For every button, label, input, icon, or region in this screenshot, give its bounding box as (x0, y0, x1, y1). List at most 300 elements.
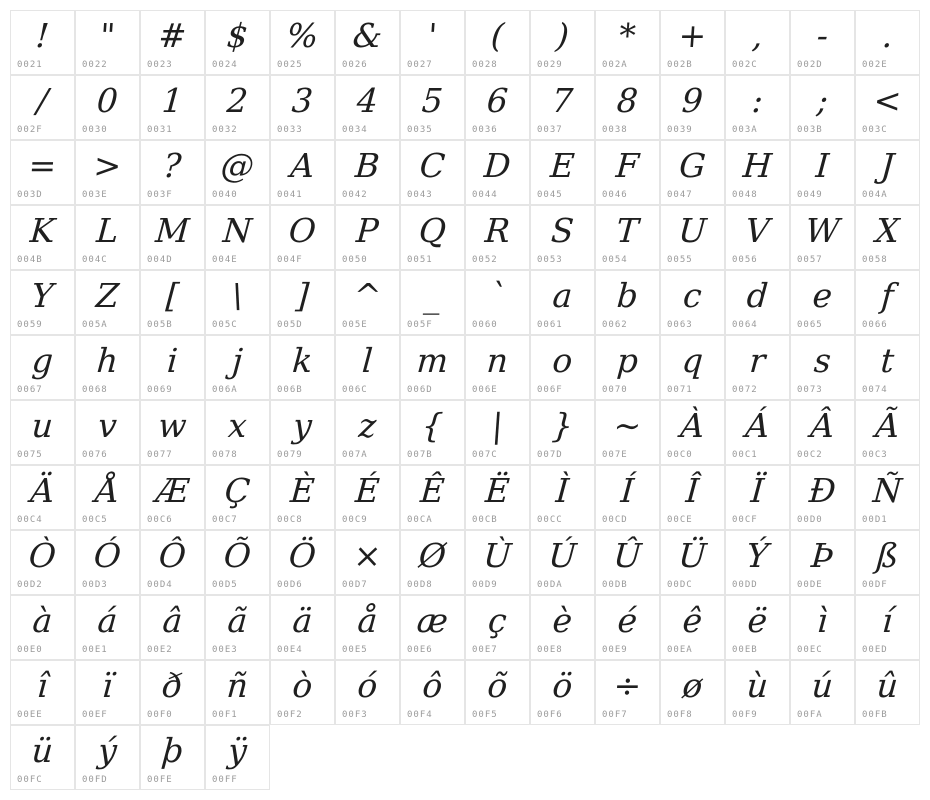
glyph-cell (595, 205, 660, 270)
codepoint-label: 0032 (212, 125, 238, 135)
glyph-cell (205, 335, 270, 400)
glyph: a (551, 275, 574, 315)
glyph: Ú (547, 535, 578, 575)
codepoint-label: 006D (407, 385, 433, 395)
codepoint-label: 00C0 (667, 450, 693, 460)
codepoint-label: 004C (82, 255, 108, 265)
codepoint-label: 005C (212, 320, 238, 330)
glyph: e (811, 275, 834, 315)
glyph-cell (10, 140, 75, 205)
glyph-cell (270, 10, 335, 75)
glyph: ì (815, 600, 830, 640)
glyph: 2 (225, 80, 250, 120)
glyph-cell (335, 10, 400, 75)
codepoint-label: 0025 (277, 60, 303, 70)
glyph-cell (10, 725, 75, 790)
codepoint-label: 0057 (797, 255, 823, 265)
glyph: , (750, 15, 765, 55)
glyph: Y (30, 275, 55, 315)
glyph-cell (530, 530, 595, 595)
glyph-cell (335, 75, 400, 140)
codepoint-label: 0054 (602, 255, 628, 265)
glyph-cell (855, 400, 920, 465)
glyph-cell (725, 595, 790, 660)
codepoint-label: 0077 (147, 450, 173, 460)
codepoint-label: 007B (407, 450, 433, 460)
glyph: s (812, 340, 833, 380)
codepoint-label: 00F3 (342, 710, 368, 720)
glyph-cell (660, 595, 725, 660)
codepoint-label: 0031 (147, 125, 173, 135)
glyph-cell (595, 595, 660, 660)
glyph: | (490, 405, 505, 445)
glyph-cell (465, 10, 530, 75)
glyph: T (615, 210, 640, 250)
glyph-cell (335, 335, 400, 400)
codepoint-label: 00DC (667, 580, 693, 590)
glyph: ß (875, 535, 900, 575)
glyph: C (418, 145, 447, 185)
glyph-cell (140, 465, 205, 530)
glyph: ? (162, 145, 183, 185)
glyph: ) (554, 15, 571, 55)
glyph: ü (30, 730, 55, 770)
glyph-cell (75, 10, 140, 75)
codepoint-label: 00E8 (537, 645, 563, 655)
codepoint-label: 003D (17, 190, 43, 200)
glyph-cell (205, 595, 270, 660)
codepoint-label: 0067 (17, 385, 43, 395)
glyph: ë (746, 600, 769, 640)
codepoint-label: 0059 (17, 320, 43, 330)
codepoint-label: 00E1 (82, 645, 108, 655)
glyph: M (154, 210, 191, 250)
glyph: Â (809, 405, 836, 445)
glyph: ý (96, 730, 119, 770)
glyph: R (483, 210, 512, 250)
glyph-cell (530, 660, 595, 725)
glyph: ò (291, 665, 314, 705)
glyph-cell (660, 10, 725, 75)
glyph: k (291, 340, 314, 380)
glyph-cell (465, 335, 530, 400)
codepoint-label: 0037 (537, 125, 563, 135)
codepoint-label: 00C6 (147, 515, 173, 525)
codepoint-label: 0058 (862, 255, 888, 265)
codepoint-label: 0024 (212, 60, 238, 70)
glyph: E (549, 145, 576, 185)
glyph-cell (75, 530, 140, 595)
codepoint-label: 0056 (732, 255, 758, 265)
codepoint-label: 00EA (667, 645, 693, 655)
glyph: î (35, 665, 50, 705)
codepoint-label: 006A (212, 385, 238, 395)
glyph-cell (75, 75, 140, 140)
codepoint-label: 0075 (17, 450, 43, 460)
codepoint-label: 0022 (82, 60, 108, 70)
glyph-cell (790, 270, 855, 335)
glyph-cell (595, 75, 660, 140)
glyph-cell (465, 530, 530, 595)
codepoint-label: 00E6 (407, 645, 433, 655)
glyph: Ö (287, 535, 318, 575)
codepoint-label: 002B (667, 60, 693, 70)
glyph-cell (790, 660, 855, 725)
glyph-cell (205, 10, 270, 75)
glyph-cell (790, 335, 855, 400)
glyph: ó (356, 665, 379, 705)
codepoint-label: 0076 (82, 450, 108, 460)
codepoint-label: 00D9 (472, 580, 498, 590)
glyph: 8 (615, 80, 640, 120)
glyph: ä (291, 600, 314, 640)
glyph-cell (790, 530, 855, 595)
glyph-cell (10, 530, 75, 595)
glyph: Z (94, 275, 121, 315)
glyph-cell (595, 660, 660, 725)
glyph: p (615, 340, 640, 380)
glyph-cell (530, 10, 595, 75)
codepoint-label: 0043 (407, 190, 433, 200)
codepoint-label: 00CC (537, 515, 563, 525)
glyph-cell (855, 530, 920, 595)
glyph: í (880, 600, 895, 640)
glyph-cell (595, 10, 660, 75)
glyph-cell (400, 465, 465, 530)
glyph-cell (595, 465, 660, 530)
glyph-cell (10, 595, 75, 660)
glyph: G (677, 145, 708, 185)
glyph-cell (790, 465, 855, 530)
codepoint-label: 0066 (862, 320, 888, 330)
codepoint-label: 00E3 (212, 645, 238, 655)
codepoint-label: 00CF (732, 515, 758, 525)
glyph-cell (335, 400, 400, 465)
glyph-cell (205, 530, 270, 595)
codepoint-label: 0064 (732, 320, 758, 330)
codepoint-label: 00C5 (82, 515, 108, 525)
glyph-cell (75, 335, 140, 400)
glyph-cell (270, 205, 335, 270)
glyph-cell (595, 530, 660, 595)
codepoint-label: 0062 (602, 320, 628, 330)
glyph: b (615, 275, 640, 315)
codepoint-label: 007D (537, 450, 563, 460)
codepoint-label: 00E2 (147, 645, 173, 655)
glyph-cell (855, 595, 920, 660)
codepoint-label: 0072 (732, 385, 758, 395)
glyph-cell (790, 140, 855, 205)
glyph-cell (75, 270, 140, 335)
glyph-cell (75, 660, 140, 725)
glyph-cell (400, 595, 465, 660)
glyph: Ð (807, 470, 838, 510)
codepoint-label: 00C8 (277, 515, 303, 525)
glyph: Á (744, 405, 771, 445)
glyph-cell (855, 10, 920, 75)
codepoint-label: 00E5 (342, 645, 368, 655)
glyph-cell (465, 205, 530, 270)
glyph-cell (335, 140, 400, 205)
glyph: v (96, 405, 119, 445)
glyph-cell (140, 205, 205, 270)
glyph: Ò (27, 535, 58, 575)
glyph: n (485, 340, 510, 380)
glyph-cell (790, 595, 855, 660)
glyph-cell (140, 10, 205, 75)
glyph-cell (205, 400, 270, 465)
codepoint-label: 00C9 (342, 515, 368, 525)
glyph-cell (335, 205, 400, 270)
glyph-cell (530, 205, 595, 270)
glyph: ' (426, 15, 439, 55)
codepoint-label: 00C4 (17, 515, 43, 525)
glyph: 7 (550, 80, 575, 120)
glyph-cell (140, 270, 205, 335)
glyph: ÿ (226, 730, 249, 770)
codepoint-label: 0030 (82, 125, 108, 135)
glyph-cell (140, 400, 205, 465)
codepoint-label: 005E (342, 320, 368, 330)
glyph: " (98, 15, 117, 55)
codepoint-label: 00D4 (147, 580, 173, 590)
glyph-cell (205, 205, 270, 270)
glyph-cell (790, 400, 855, 465)
glyph: u (30, 405, 55, 445)
glyph: U (677, 210, 708, 250)
codepoint-label: 002F (17, 125, 43, 135)
glyph: Ñ (871, 470, 904, 510)
glyph-cell (205, 270, 270, 335)
glyph: Û (612, 535, 643, 575)
glyph-cell (270, 660, 335, 725)
glyph-cell (725, 465, 790, 530)
glyph-cell (660, 75, 725, 140)
glyph: { (420, 405, 445, 445)
glyph-cell (465, 75, 530, 140)
glyph: ú (810, 665, 835, 705)
glyph: F (614, 145, 641, 185)
codepoint-label: 00F4 (407, 710, 433, 720)
glyph: ï (100, 665, 115, 705)
codepoint-label: 0047 (667, 190, 693, 200)
codepoint-label: 0040 (212, 190, 238, 200)
glyph: Ý (745, 535, 770, 575)
glyph: d (745, 275, 770, 315)
codepoint-label: 00FA (797, 710, 823, 720)
glyph: Ä (29, 470, 56, 510)
codepoint-label: 00FD (82, 775, 108, 785)
codepoint-label: 0051 (407, 255, 433, 265)
codepoint-label: 0052 (472, 255, 498, 265)
codepoint-label: 002D (797, 60, 823, 70)
glyph-cell (725, 660, 790, 725)
glyph: K (28, 210, 57, 250)
glyph-cell (335, 660, 400, 725)
codepoint-label: 003E (82, 190, 108, 200)
codepoint-label: 007E (602, 450, 628, 460)
glyph: [ (164, 275, 181, 315)
glyph-cell (530, 75, 595, 140)
glyph-cell (140, 140, 205, 205)
glyph-cell (400, 140, 465, 205)
glyph: É (354, 470, 381, 510)
glyph: i (165, 340, 180, 380)
glyph: H (741, 145, 774, 185)
codepoint-label: 00CA (407, 515, 433, 525)
codepoint-label: 004B (17, 255, 43, 265)
glyph: $ (225, 15, 250, 55)
glyph: * (617, 15, 638, 55)
codepoint-label: 00DB (602, 580, 628, 590)
glyph: q (680, 340, 705, 380)
glyph-cell (10, 10, 75, 75)
codepoint-label: 0041 (277, 190, 303, 200)
glyph-cell (790, 75, 855, 140)
codepoint-label: 0073 (797, 385, 823, 395)
glyph: j (231, 340, 244, 380)
glyph: Õ (222, 535, 253, 575)
glyph: â (161, 600, 184, 640)
glyph-cell (855, 75, 920, 140)
glyph-cell (465, 660, 530, 725)
glyph-cell (530, 140, 595, 205)
glyph-cell (140, 725, 205, 790)
glyph-cell (140, 595, 205, 660)
codepoint-label: 00C3 (862, 450, 888, 460)
glyph-cell (660, 660, 725, 725)
glyph: Ó (92, 535, 123, 575)
glyph-cell (725, 530, 790, 595)
glyph-cell (595, 270, 660, 335)
glyph-cell (855, 270, 920, 335)
glyph-cell (270, 335, 335, 400)
glyph: à (31, 600, 54, 640)
glyph: À (679, 405, 706, 445)
glyph-cell (855, 140, 920, 205)
glyph: h (95, 340, 120, 380)
codepoint-label: 003A (732, 125, 758, 135)
glyph-cell (75, 595, 140, 660)
glyph-cell (465, 465, 530, 530)
glyph: þ (160, 730, 185, 770)
glyph-cell (725, 75, 790, 140)
glyph: ã (226, 600, 249, 640)
glyph: @ (219, 145, 256, 185)
glyph-cell (335, 270, 400, 335)
codepoint-label: 00CB (472, 515, 498, 525)
glyph-cell (790, 205, 855, 270)
codepoint-label: 004F (277, 255, 303, 265)
glyph-cell (855, 205, 920, 270)
glyph-cell (270, 530, 335, 595)
glyph: - (815, 15, 830, 55)
glyph-cell (465, 270, 530, 335)
codepoint-label: 0079 (277, 450, 303, 460)
codepoint-label: 0029 (537, 60, 563, 70)
glyph-cell (400, 335, 465, 400)
codepoint-label: 0028 (472, 60, 498, 70)
codepoint-label: 00F8 (667, 710, 693, 720)
glyph-cell (10, 205, 75, 270)
glyph: D (482, 145, 513, 185)
glyph-cell (140, 530, 205, 595)
glyph-cell (725, 270, 790, 335)
glyph: } (550, 405, 575, 445)
codepoint-label: 00D6 (277, 580, 303, 590)
glyph: . (880, 15, 895, 55)
codepoint-label: 007A (342, 450, 368, 460)
glyph-cell (335, 595, 400, 660)
codepoint-label: 004A (862, 190, 888, 200)
codepoint-label: 00C2 (797, 450, 823, 460)
codepoint-label: 003B (797, 125, 823, 135)
glyph: á (96, 600, 119, 640)
glyph-cell (660, 140, 725, 205)
glyph: È (289, 470, 316, 510)
codepoint-label: 0044 (472, 190, 498, 200)
glyph: ` (487, 275, 508, 315)
codepoint-label: 0063 (667, 320, 693, 330)
glyph-cell (205, 75, 270, 140)
glyph-cell (10, 660, 75, 725)
codepoint-label: 005F (407, 320, 433, 330)
glyph-cell (270, 400, 335, 465)
codepoint-label: 00D1 (862, 515, 888, 525)
glyph: f (880, 275, 895, 315)
glyph: ÷ (612, 665, 643, 705)
codepoint-label: 005A (82, 320, 108, 330)
glyph: 1 (160, 80, 185, 120)
glyph: ê (681, 600, 704, 640)
glyph: ~ (612, 405, 643, 445)
glyph-cell (140, 660, 205, 725)
codepoint-label: 0053 (537, 255, 563, 265)
glyph-cell (75, 140, 140, 205)
glyph: Æ (154, 470, 191, 510)
glyph-cell (205, 140, 270, 205)
glyph: % (285, 15, 320, 55)
glyph: û (875, 665, 900, 705)
glyph: Ü (677, 535, 708, 575)
codepoint-label: 006B (277, 385, 303, 395)
codepoint-label: 00F5 (472, 710, 498, 720)
glyph: : (750, 80, 765, 120)
glyph: ç (486, 600, 509, 640)
glyph: é (616, 600, 639, 640)
codepoint-label: 0071 (667, 385, 693, 395)
glyph-cell (595, 335, 660, 400)
glyph-cell (75, 725, 140, 790)
glyph-cell (75, 400, 140, 465)
codepoint-label: 00D3 (82, 580, 108, 590)
glyph-cell (465, 140, 530, 205)
codepoint-label: 00FE (147, 775, 173, 785)
glyph: W (804, 210, 841, 250)
glyph: × (352, 535, 383, 575)
codepoint-label: 00F9 (732, 710, 758, 720)
codepoint-label: 00DD (732, 580, 758, 590)
glyph: S (549, 210, 576, 250)
codepoint-label: 00DE (797, 580, 823, 590)
glyph-cell (270, 75, 335, 140)
glyph: ^ (352, 275, 383, 315)
glyph: Ù (482, 535, 513, 575)
glyph-cell (400, 270, 465, 335)
glyph: y (291, 405, 314, 445)
glyph-cell (10, 465, 75, 530)
glyph-cell (75, 205, 140, 270)
